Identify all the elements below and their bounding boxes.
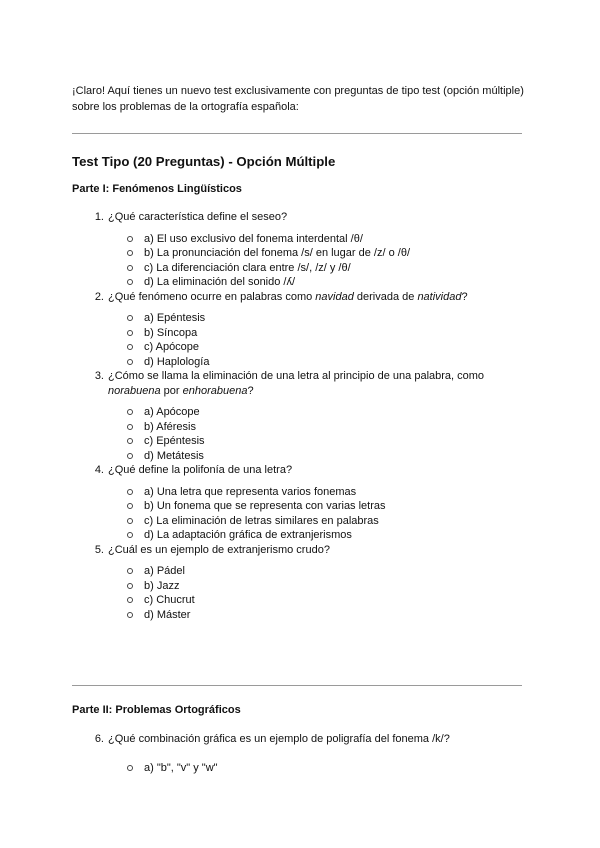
option-text: d) La eliminación del sonido /ʎ/ [144,276,296,288]
question-text: ¿Qué define la polifonía de una letra? [108,464,293,476]
question-number: 1. [94,211,104,223]
document-page [72,84,532,774]
question-number: 4. [94,464,104,476]
options-list [72,311,532,369]
option[interactable] [72,608,532,623]
option[interactable] [72,499,532,514]
options-list [72,405,532,463]
option[interactable] [72,434,532,449]
question-text: ¿Cuál es un ejemplo de extranjerismo crudo? [108,543,330,556]
circle-bullet-icon [127,250,133,256]
option[interactable] [72,420,532,435]
option-text: d) Máster [144,608,191,621]
option[interactable] [72,564,532,579]
question-6 [72,732,532,775]
options-list [72,485,532,543]
option-text: b) Jazz [144,579,180,592]
option[interactable] [72,261,532,276]
option[interactable] [72,326,532,341]
question-4 [72,463,532,543]
question-number: 6. [94,733,104,745]
option[interactable] [72,275,532,290]
option-text: a) Epéntesis [144,312,206,324]
question-2 [72,290,532,370]
circle-bullet-icon [127,765,133,771]
option[interactable] [72,761,532,776]
option-text: d) Metátesis [144,449,204,462]
option-text: a) Apócope [144,406,200,418]
question-5 [72,543,532,623]
option[interactable] [72,579,532,594]
option-text: b) Aféresis [144,420,196,433]
option-text: c) La eliminación de letras similares en palabras [144,514,379,527]
circle-bullet-icon [127,612,133,618]
option-text: c) Apócope [144,341,200,353]
option[interactable] [72,340,532,355]
part-1-title: Parte I: Fenómenos Lingüísticos [72,183,242,195]
option-text: c) Epéntesis [144,435,205,447]
option[interactable] [72,232,532,247]
circle-bullet-icon [127,330,133,336]
circle-bullet-icon [127,236,133,242]
question-list-part-2 [72,732,532,775]
circle-bullet-icon [127,532,133,538]
option-text: a) Una letra que representa varios fonemas [144,485,357,498]
part-2-title: Parte II: Problemas Ortográficos [72,704,241,716]
options-list [72,564,532,622]
question-3 [72,369,532,463]
circle-bullet-icon [127,597,133,603]
options-list [72,761,532,776]
test-title: Test Tipo (20 Preguntas) - Opción Múltiple [72,154,336,169]
question-text: ¿Qué característica define el seseo? [108,211,288,223]
circle-bullet-icon [127,424,133,430]
circle-bullet-icon [127,265,133,271]
circle-bullet-icon [127,438,133,444]
circle-bullet-icon [127,359,133,365]
option[interactable] [72,449,532,464]
option[interactable] [72,405,532,420]
option[interactable] [72,514,532,529]
circle-bullet-icon [127,503,133,509]
question-text: ¿Qué combinación gráfica es un ejemplo de poligrafía del fonema /k/? [108,733,450,745]
option[interactable] [72,485,532,500]
option-text: b) Un fonema que se representa con varias letras [144,500,386,512]
circle-bullet-icon [127,409,133,415]
circle-bullet-icon [127,489,133,495]
option-text: d) La adaptación gráfica de extranjerismos [144,529,352,541]
circle-bullet-icon [127,568,133,574]
option-text: d) Haplología [144,355,210,368]
options-list [72,232,532,290]
divider [72,133,522,134]
option-text: b) Síncopa [144,326,198,339]
option[interactable] [72,593,532,608]
circle-bullet-icon [127,279,133,285]
question-text: ¿Cómo se llama la eliminación de una letra al principio de una palabra, como norabuena por enhorabuena? [108,370,485,397]
option[interactable] [72,246,532,261]
circle-bullet-icon [127,344,133,350]
question-number: 2. [94,290,104,303]
option[interactable] [72,528,532,543]
intro-text: ¡Claro! Aquí tienes un nuevo test exclusivamente con preguntas de tipo test (opción múltiple) sobre los problemas de la ortografía española: [72,85,524,113]
question-text: ¿Qué fenómeno ocurre en palabras como navidad derivada de natividad? [108,290,468,303]
circle-bullet-icon [127,518,133,524]
question-1 [72,210,532,290]
question-number: 3. [94,370,104,382]
option[interactable] [72,311,532,326]
circle-bullet-icon [127,583,133,589]
option-text: a) El uso exclusivo del fonema interdental /θ/ [144,232,363,245]
question-number: 5. [94,543,104,556]
option-text: c) Chucrut [144,594,195,606]
circle-bullet-icon [127,315,133,321]
question-list-part-1 [72,210,532,622]
option-text: a) "b", "v" y "w" [144,761,218,774]
option-text: a) Pádel [144,565,185,577]
divider [72,685,522,686]
circle-bullet-icon [127,453,133,459]
option-text: b) La pronunciación del fonema /s/ en lugar de /z/ o /θ/ [144,247,410,259]
option-text: c) La diferenciación clara entre /s/, /z/ y /θ/ [144,261,351,274]
option[interactable] [72,355,532,370]
